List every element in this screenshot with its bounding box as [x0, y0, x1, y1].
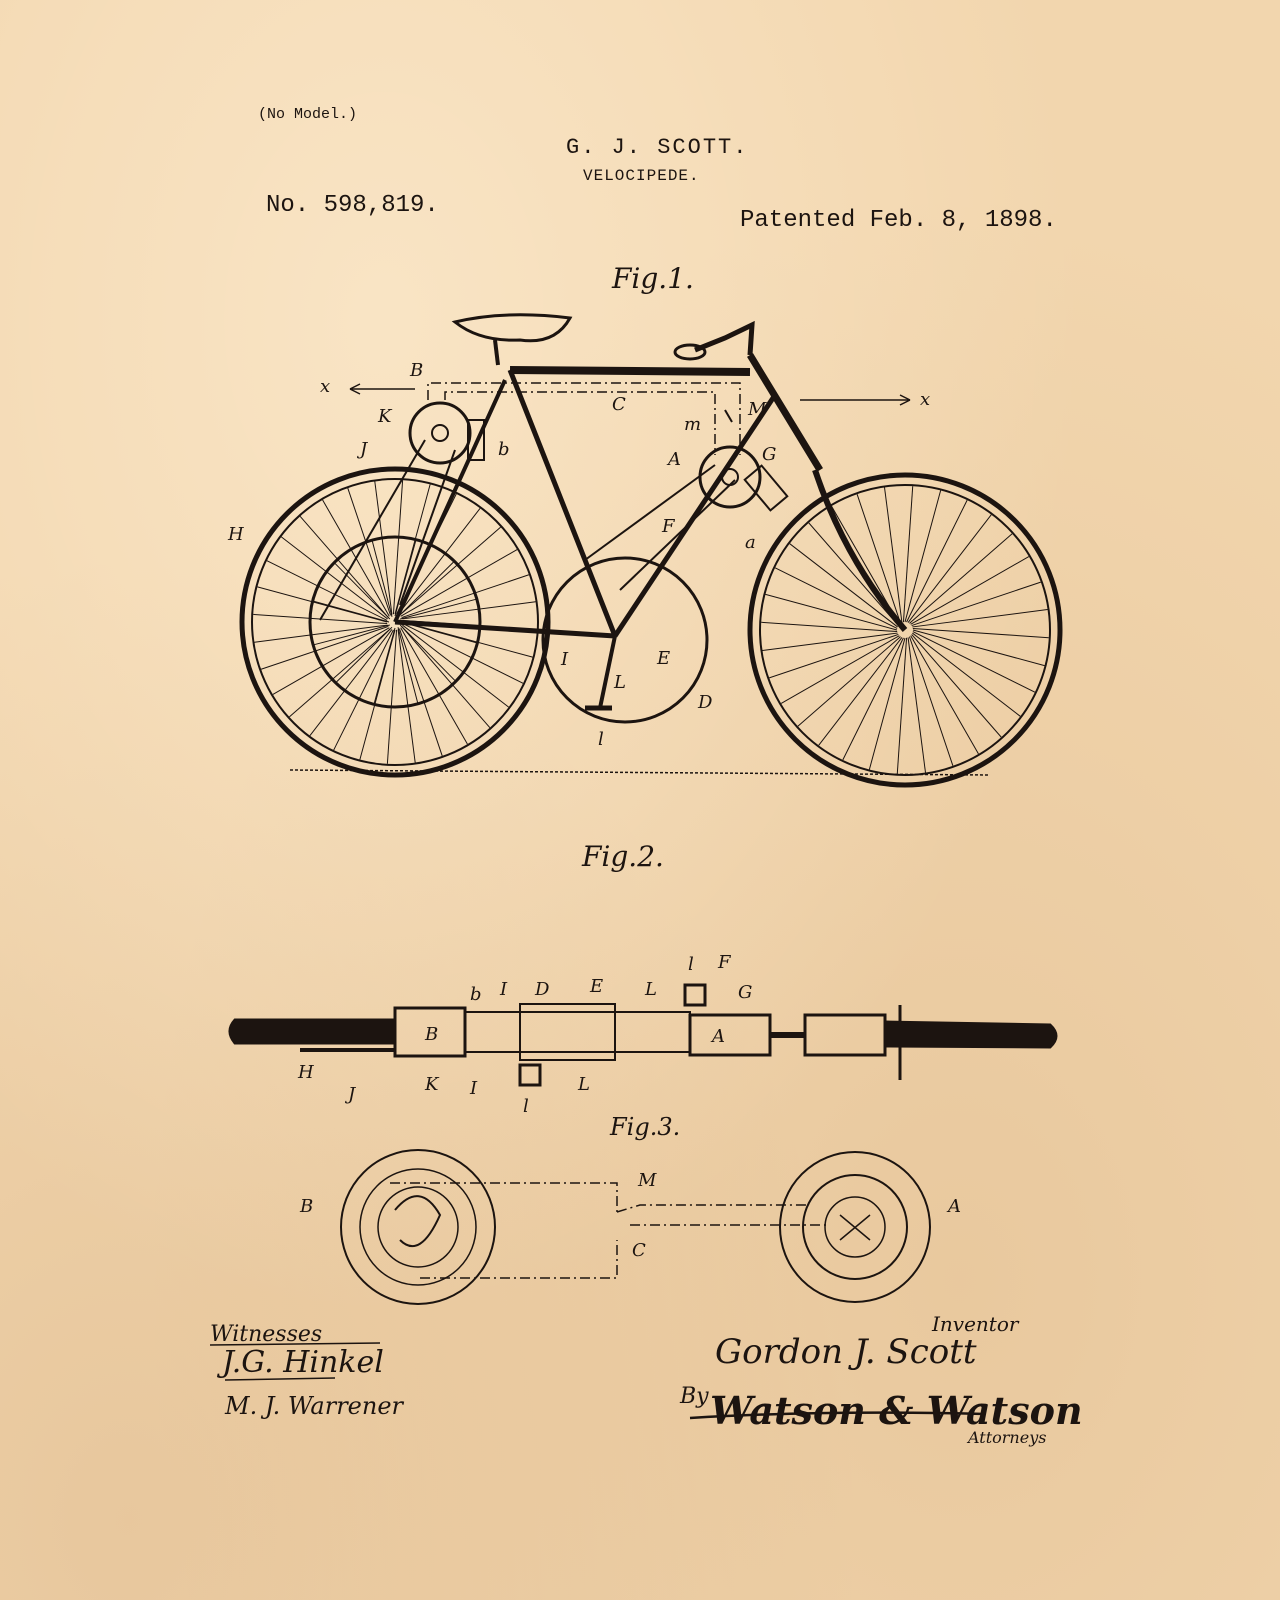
fig3-caption: Fig.3.	[610, 1113, 681, 1141]
fig2-ref-letter: l	[688, 954, 694, 975]
inventor-name: G. J. SCOTT.	[566, 135, 749, 160]
fig2-ref-letter: J	[348, 1084, 356, 1105]
handle-right	[885, 1022, 1056, 1047]
fig1-ref-letter: m	[684, 414, 702, 435]
fig2-plan-drawing	[230, 985, 1056, 1085]
fig1-ref-letter: E	[657, 648, 671, 669]
fig1-ref-letter: l	[598, 729, 604, 750]
fig2-ref-letter: I	[500, 979, 508, 1000]
by-prefix: By	[680, 1384, 709, 1409]
fig2-ref-letter: l	[523, 1096, 529, 1117]
fig1-ref-letter: A	[668, 449, 681, 470]
fig1-ref-letter: H	[228, 524, 244, 545]
fig1-ref-letter: L	[614, 672, 626, 693]
fig2-ref-letter: B	[425, 1024, 439, 1045]
fig2-ref-letter: L	[645, 979, 657, 1000]
witness-2-signature: M. J. Warrener	[225, 1392, 404, 1420]
fig3-circuit-drawing	[341, 1150, 930, 1304]
chain-wheel	[543, 558, 707, 722]
fig2-ref-letter: K	[425, 1074, 439, 1095]
fig3-ref-letter: B	[300, 1196, 314, 1217]
fig2-ref-letter: F	[718, 952, 731, 973]
fig1-ref-letter: M	[748, 399, 767, 420]
fig1-ref-letter: b	[498, 439, 510, 460]
saddle	[455, 315, 570, 341]
fig2-caption: Fig.2.	[582, 840, 664, 873]
fig1-ref-letter: x	[920, 389, 931, 410]
no-model-note: (No Model.)	[258, 106, 358, 123]
seat-tube	[510, 370, 615, 636]
fig1-ref-letter: D	[698, 692, 713, 713]
fig1-ref-letter: x	[320, 376, 331, 397]
fig2-ref-letter: G	[738, 982, 753, 1003]
fig1-ref-letter: F	[662, 516, 675, 537]
fig2-ref-letter: I	[470, 1078, 478, 1099]
fig1-ref-letter: K	[378, 406, 392, 427]
fig1-ref-letter: a	[745, 532, 756, 553]
dynamo-a	[700, 447, 760, 507]
fig2-ref-letter: L	[578, 1074, 590, 1095]
fig1-ref-letter: J	[360, 439, 368, 460]
witness-1-signature: J.G. Hinkel	[222, 1345, 384, 1380]
fig2-ref-letter: H	[298, 1062, 314, 1083]
fig1-caption: Fig.1.	[612, 262, 694, 295]
handle-left	[230, 1020, 395, 1043]
dynamo-b	[410, 403, 470, 463]
armature-b-outer	[341, 1150, 495, 1304]
top-tube	[510, 370, 750, 372]
inventor-heading: Inventor	[932, 1312, 1019, 1336]
fig1-ref-letter: I	[561, 649, 569, 670]
attorney-signature: Watson & Watson	[710, 1388, 1083, 1433]
fig1-ref-letter: C	[612, 394, 626, 415]
fig2-ref-letter: b	[470, 984, 482, 1005]
witnesses-heading: Witnesses	[210, 1322, 323, 1347]
fig2-ref-letter: A	[712, 1026, 725, 1047]
fig3-ref-letter: M	[638, 1170, 657, 1191]
fig2-ref-letter: E	[590, 976, 604, 997]
fig1-ref-letter: G	[762, 444, 777, 465]
fig2-ref-letter: D	[535, 979, 550, 1000]
patent-title: VELOCIPEDE.	[583, 167, 700, 185]
inventor-signature: Gordon J. Scott	[715, 1332, 977, 1372]
patented-date: Patented Feb. 8, 1898.	[740, 207, 1057, 234]
fig3-ref-letter: A	[948, 1196, 961, 1217]
fig3-ref-letter: C	[632, 1240, 646, 1261]
patent-number: No. 598,819.	[266, 192, 439, 219]
fig1-bicycle-drawing	[242, 315, 1060, 785]
fig1-ref-letter: B	[410, 360, 424, 381]
attorneys-label: Attorneys	[968, 1428, 1047, 1447]
